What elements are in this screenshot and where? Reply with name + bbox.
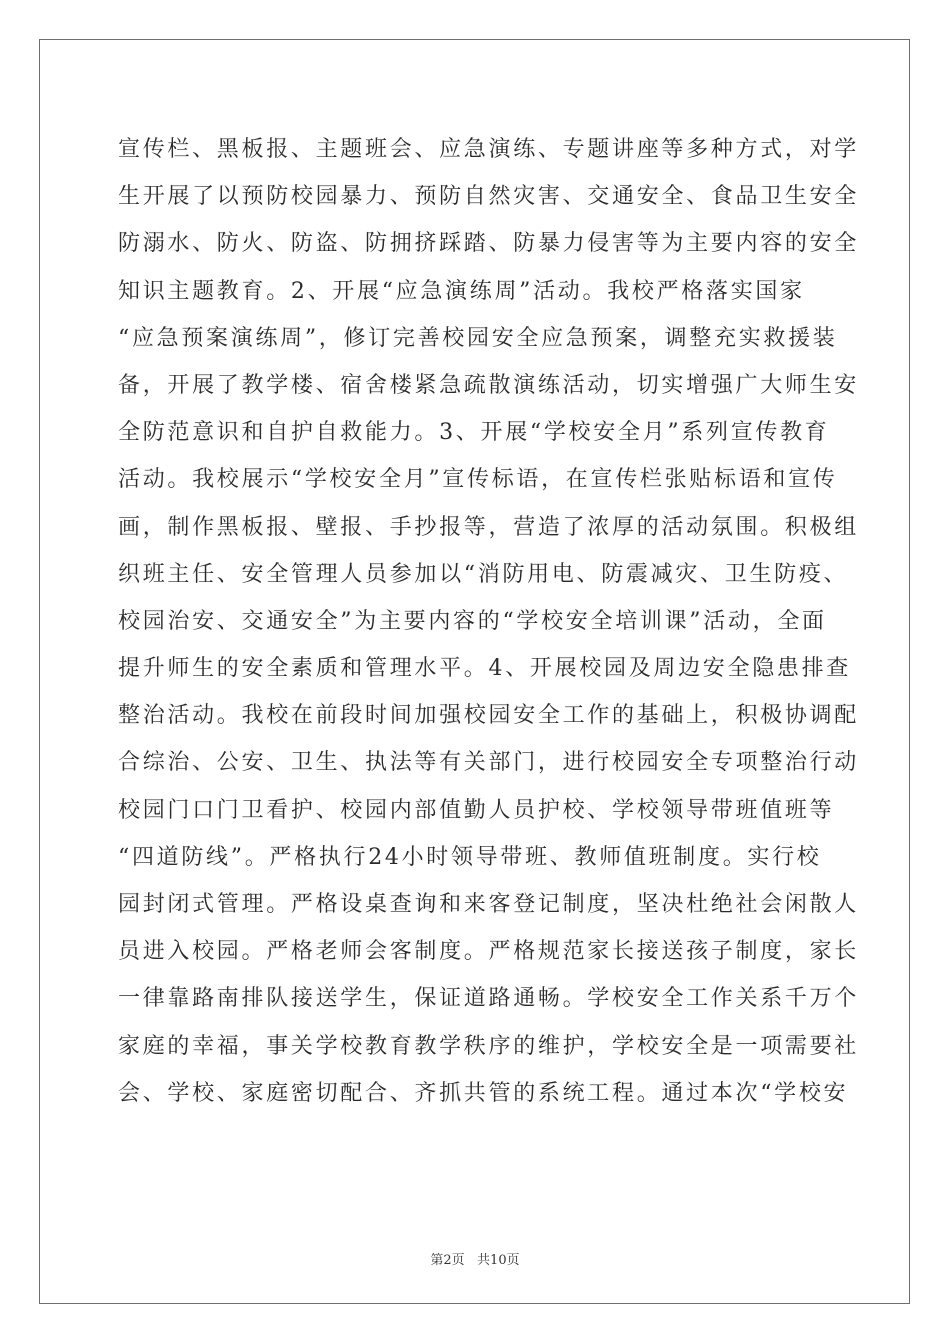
text-line-19: 一律靠路南排队接送学生，保证道路通畅。学校安全工作关系千万个 xyxy=(118,986,860,1012)
text-line-8: 活动。我校展示“学校安全月”宣传标语，在宣传栏张贴标语和宣传 xyxy=(118,467,838,493)
text-line-12: 提升师生的安全素质和管理水平。4、开展校园及周边安全隐患排查 xyxy=(118,656,851,682)
text-line-14: 合综治、公安、卫生、执法等有关部门，进行校园安全专项整治行动 xyxy=(118,750,860,776)
text-line-6: 备，开展了教学楼、宿舍楼紧急疏散演练活动，切实增强广大师生安 xyxy=(118,372,860,398)
text-line-20: 家庭的幸福，事关学校教育教学秩序的维护，学校安全是一项需要社 xyxy=(118,1033,860,1059)
text-line-17: 园封闭式管理。严格设桌查询和来客登记制度，坚决杜绝社会闲散人 xyxy=(118,892,860,917)
text-line-9: 画，制作黑板报、壁报、手抄报等，营造了浓厚的活动氛围。积极组 xyxy=(118,514,860,540)
text-line-4: 知识主题教育。2、开展“应急演练周”活动。我校严格落实国家 xyxy=(118,278,805,304)
text-line-5: “应急预案演练周”，修订完善校园安全应急预案，调整充实救援装 xyxy=(118,325,838,351)
text-line-7: 全防范意识和自护自救能力。3、开展“学校安全月”系列宣传教育 xyxy=(118,420,830,446)
text-line-13: 整治活动。我校在前段时间加强校园安全工作的基础上，积极协调配 xyxy=(118,703,860,729)
body-text xyxy=(118,126,860,1117)
text-line-16: “四道防线”。严格执行24小时领导带班、教师值班制度。实行校 xyxy=(118,844,822,870)
text-line-2: 生开展了以预防校园暴力、预防自然灾害、交通安全、食品卫生安全 xyxy=(118,184,860,210)
text-line-3: 防溺水、防火、防盗、防拥挤踩踏、防暴力侵害等为主要内容的安全 xyxy=(118,231,860,257)
text-line-10: 织班主任、安全管理人员参加以“消防用电、防震减灾、卫生防疫、 xyxy=(118,561,849,587)
text-line-18: 员进入校园。严格老师会客制度。严格规范家长接送孩子制度，家长 xyxy=(118,939,860,965)
text-line-15: 校园门口门卫看护、校园内部值勤人员护校、学校领导带班值班等 xyxy=(118,797,835,823)
text-line-21: 会、学校、家庭密切配合、齐抓共管的系统工程。通过本次“学校安 xyxy=(118,1080,849,1106)
text-line-1: 宣传栏、黑板报、主题班会、应急演练、专题讲座等多种方式，对学 xyxy=(118,137,860,162)
page-footer: 第2页 共10页 xyxy=(430,1253,520,1268)
text-line-11: 校园治安、交通安全”为主要内容的“学校安全培训课”活动，全面 xyxy=(118,608,827,634)
